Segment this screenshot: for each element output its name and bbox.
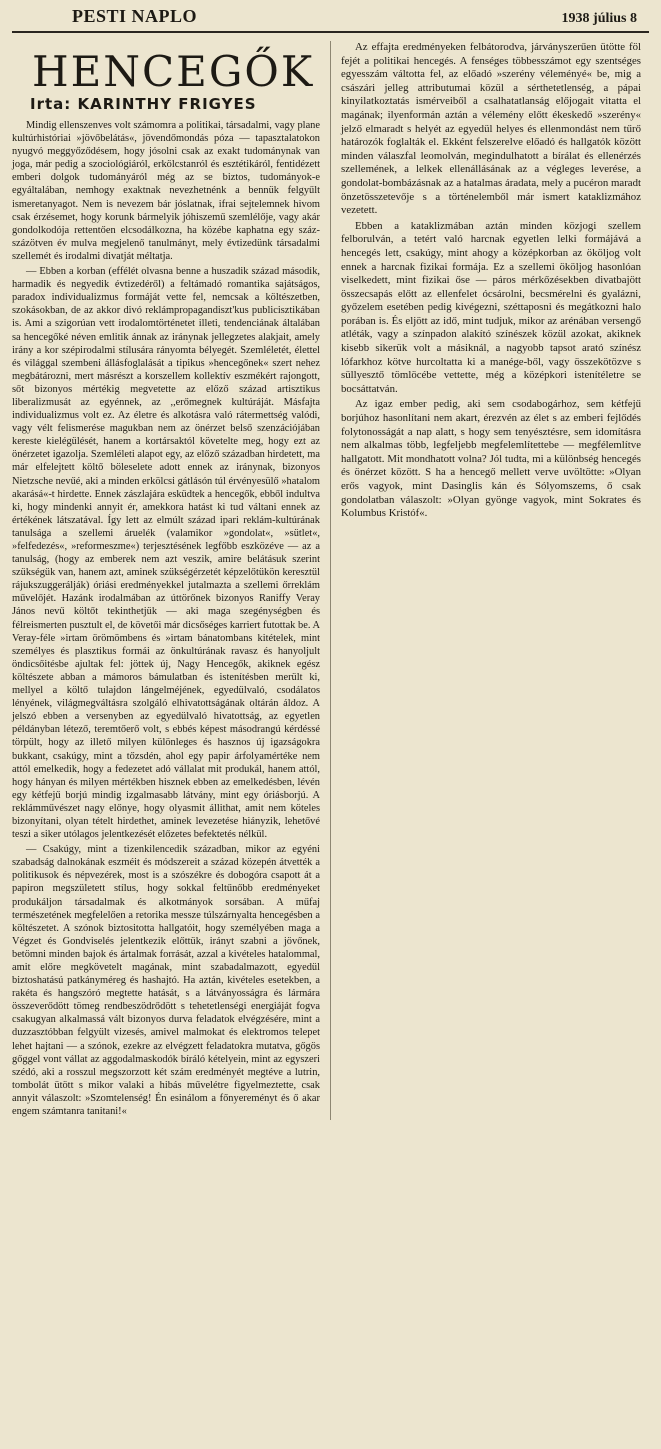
right-column bbox=[330, 41, 641, 1120]
article-byline: Irta: KARINTHY FRIGYES bbox=[30, 95, 257, 113]
paragraph: — Csakúgy, mint a tizenkilencedik században, mikor az egyéni szabadság dalnokának eszméit és módszereit a század közepén átvették a politikusok és népvezérek, most is a szószékre és dobogóra csapott át a papiron megszületett stílus, hogy sokkal feltűnőbb eredményeket produkáljon társadalmak és alkotmányok sorsában. A műfaj természetének megfelelően a retorika messze túlszárnyalta hencegésben a költészetet. A szónok biztositotta hallgatóit, hogy személyében maga a Végzet és Gondviselés jelentkezik előttük, irányt szabni a jövőnek, betömni minden bajok és ártalmak forrását, azzal a kivételes hatalommal, amit előre megkövetelt magának, mint szabadalmazott, egyedül biztoshatású patkányméreg és hashajtó. Ha aztán, kivételes esetekben, a rakéta és hangszóró megtette hatását, s a látványosságra és lármára összeverődött tömeg rendbeszödrődött s tehetetlenségi energiáját fogva csakugyan alkalmassá vált bizonyos durva feladatok elvégzésére, mint a duzzasztóbban felgyült vizesés, amivel malmokat és elektromos telepet lehet hajtani — a szónok, ezekre az elvégzett feladatokra mutatva, gőgös gőggel vont vállat az aggodalmaskodók bíráló kételyein, mint az egyszeri szédó, aki a rosszul megszorzott két szám eredményét megtéve a lutrin, tombolát ütött s mikor valaki a hibás művelétre figyelmeztette, csak annyit válaszolt: »Szomtelenség! Én esinálom a főnyereményt és ő akar engem számtanra tanitani!« bbox=[12, 844, 320, 1118]
masthead bbox=[12, 6, 649, 28]
article-body bbox=[12, 41, 649, 1120]
left-column bbox=[12, 41, 320, 1120]
paragraph: Ebben a kataklizmában aztán minden közjogi szellem felborulván, a tetért való harcnak egyetlen lelki formájává a hencegés lett, csakúgy, mint ahogy a középkorban az ököljog volt ennek a harcnak fizikai formája. Ez a szellemi ököljog hasonlóan viselkedett, mint fizikai őse — páros mérkőzésekben divatbajött összecsapás előtt az ellenfelet ócsárolni, becsmérelni és gyalázni, győzelem esetében pedig kivégezni, széttaposni és megátkozni halo porában is. És eljött az idő, mint tudjuk, mikor az arénában versengő atléták, vagy a színpadon alakító színészek közül azokat, akiknek kisebb sikerük volt a másiknál, a nagyobb tapsot arató színész lófarkhoz kötve hurcoltatta ki a manége-ből, vagy összekötözve s süllyesztő tömlöcébe vettette, még a középkori istenítéletre se bocsáttatván. bbox=[341, 219, 641, 395]
newspaper-name: PESTI NAPLO bbox=[72, 6, 198, 26]
paragraph: Az igaz ember pedig, aki sem csodabogárhoz, sem kétfejű borjúhoz hasonlítani nem akart, érezvén az élet s az emberi fejlődés folytonosságát a nap alatt, s hogy sem tenyésztésre, sem idomításra nem alkalmas több, legfeljebb megfelemlítettebe — megfélemlítve hallgatott. Mit mondhatott volna? Jól tudta, mi a különbség hencegés és önérzet között. S ha a hencegő mellett verve uvöltötte: »Olyan erős vagyok, mint Dasinglis kán és Sólyomszems, ő csak gondolatban válaszolt: »Olyan gyönge vagyok, mint Sokrates és Kolumbus Kristóf«. bbox=[341, 398, 641, 520]
masthead-rule bbox=[12, 31, 649, 33]
paragraph: — Ebben a korban (effélét olvasna benne a huszadik század második, harmadik és negyedik évtizedéről) a feltámadó romantika sajátságos, paradox individualizmus formáját vette fel, nemcsak a költészetben, szokásokban, de az akkor divó reklámpropagandiszt'kus publicisztikában is. Ami a szigorúan vett irodalomtörténetet illeti, tendenciának általában sa hencegőké néven emlitik ánnak az iránynak jellegzetes alakjait, amely irány a kor szépirodalmi stílusára rányomta bélyegét. Szemléletét, élettel és világgal szembeni állásfoglalását a tipikus »hencegőnek« szert nehez megbátározni, mert másrészt a korszellem kollektív eszmékért rajongott, sőt bizonyos mértékig megvetette az előző század artisztikus liberalizmusát az egyénnek, az ,,erőmegnek kultúráját. Másfajta individualizmus volt ez. Az életre és alkotásra való rátermettség valódi, vagy vélt felismerése magukban nem az önérzet belső szenzációjában kereste kielégülését, hanem a kortársaktól követelte meg, hogy ezt az önérzetet igazolja. Szemléleti alapot egy, az előző században hirdetett, ma már elfelejtett költő böleselete adott ennek az iránynak, bizonyos Nietzsche nevűé, aki a minden erkölcsi gátlásón túl érvényesülő »hatalom akarásá«-t hirdette. Ennek zászlajára esküdtek a hencegők, ebből indultva ki, hogy mindenki annyit ér, amekkora hatást ki tud váltani ennek az értékének látszatával. Így lett az elmúlt század ipari reklám-kultúrának tanulsága a szellemi áruelék (valamikor »gondolat«, »sütlet«, »felfedezés«, »reformeszme«) terjesztésének legfőbb eszközéve — az a tanulság, (hogy az emberek nem azt veszik, amire belátásuk szerint szükségük van, hanem azt, aminek szükségérzetét képzelőtükön keresztül rájukszuggerálják) óriási eredményekkel jutalmazta a szellemi őrreklám művelőjét. Hazánk irodalmában az úttörőnek bizonyos Raniffy Veray János nevű költőt tekinthetjük — aki maga szegénységben és félreismerten pusztult el, de követői már dicsőséges karriert futottak be. A Veray-féle »irtam örömömbens és »irtam bánatombans kitételek, mint személyes és plasztikus formái az önkultúrának ravasz és hanyoljult öndicsőitésbe ajultak fel: jöttek új, Nagy Hencegők, akiknek egész költészete abban a mámoros bámulatban és istenítésben merült ki, mellyel a költő tulajdon lángelméjének, egyedülvaló, csodálatos lényének, világmegváltásra szolgáló elhivatottságának oltárán áldoz. A jelszó ebben a versenyben az egyedülvaló hivatottság, az egyetlen példányban létező, teremtőerő volt, s ebbés képest másodrangú kérdéssé törpült, hogy az illető milyen különleges és hasznos új igazságokra bukkant, csakúgy, mint a tőzsdén, ahol egy papir árfolyamértéke nem attól emelkedik, hogy a fedezetet adó vállalat mit produkál, hanem attól, hogy hányan és milyen mértékben hisznek ebben az emelkedésben, lévén egy kétfejű borjú mindig izgalmasabb látvány, mint egy óriásborjú. A reklámművészet nagy előnye, hogy olyasmit állithat, amit nem köteles bizonyítani, olyan tételt hirdethet, aminek levezetése hiányzik, lehetővé teszi a siker utólagos jelentkezését előzetes befektetés nélkül. bbox=[12, 266, 320, 841]
article-title: HENCEGŐK bbox=[32, 47, 315, 96]
issue-date: 1938 július 8 bbox=[561, 11, 637, 26]
paragraph: Az effajta eredményeken felbátorodva, járványszerűen ütötte föl fejét a politikai hencegés. A fenséges többesszámot egy szentséges egyesszám váltotta fel, az előadó »szerény véleményé« be, mig a császári jelleg attributumai közül a sérthetetlenség, a pápai kinyilatkoztatás ismérveiből a csalhatatlanság előjogait vitatta el magának; ilyenformán aztán a vélemény előtt ékeskedő »szerény« jelző elmaradt s helyét az egyedül helyes és ellenmondást nem tűrő határozók foglalták el. Ekként felszerelve előadó és hallgatók között minden válaszfal leomolván, megindulhatott a bírálat és ellenérzés szellemének, a lelkek ellenállásának az a végleges leverése, a gondolat-bombázásnak az a hatalmas áradata, mely a pucéron maradt önzetösszetevője s a történelemből már ismert kataklizmához vezetett. bbox=[341, 41, 641, 217]
paragraph: Mindig ellenszenves volt számomra a politikai, társadalmi, vagy plane kultúrhistóriai »jövőbelátás«, jövendőmondás póza — tapasztalatokon nyugvó meggyőződésem, hogy jósolni csak az exakt tudománynak van joga, már pedig a szociológiáról, erkölcstanról és esztétikáról, fentidézett emberi dolgok tudományáról még az se biztos, tudományok-e egyáltalában, nemhogy exaktnak nevezhetnénk a bennük felgyűlt ismeretanyagot. Nem is nevezem bár jóslatnak, ifrai sejtelemnek hivom csak érzésemet, hogy korunk bármelyik jóhiszemű szemlélője, vagy akár gondolkodója rettentően elcsodálkozna, ha közébe kaphatna egy száz-százötven év mulva megjelenő tanulmányt, mely évtizedünk társadalmi szellemét és irodalmi divatját méltatja. bbox=[12, 120, 320, 262]
